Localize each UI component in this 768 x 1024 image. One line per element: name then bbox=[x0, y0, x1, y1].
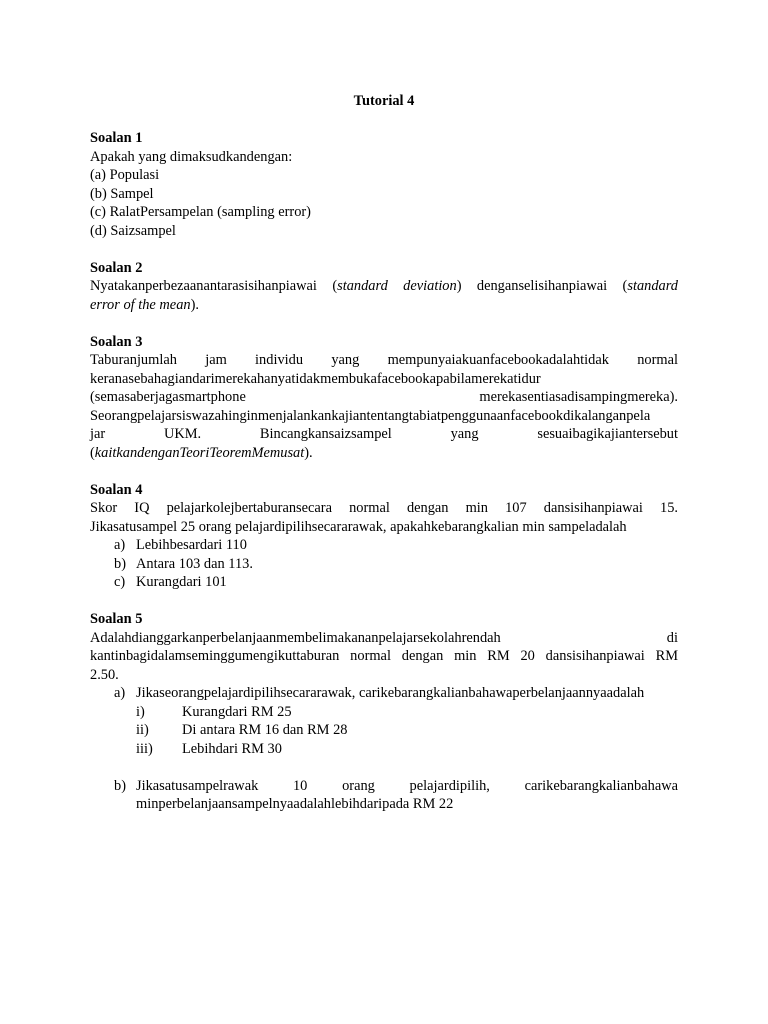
item-label: a) bbox=[114, 685, 126, 701]
question-3-heading: Soalan 3 bbox=[90, 333, 143, 350]
q3-italic-term: kaitkandenganTeoriTeoremMemusat bbox=[94, 444, 305, 461]
document-body bbox=[90, 92, 678, 814]
question-2-heading: Soalan 2 bbox=[90, 259, 143, 276]
question-5 bbox=[90, 610, 678, 814]
question-1 bbox=[90, 129, 678, 240]
item-label: c) bbox=[114, 574, 126, 590]
question-5-sub-ii bbox=[90, 721, 678, 740]
question-2-line-1 bbox=[90, 277, 678, 296]
question-3-line: jar UKM. Bincangkansaizsampel yang sesuaibagikajiantersebut bbox=[90, 426, 678, 442]
q3-text: ). bbox=[304, 444, 313, 461]
question-1-option-a: (a) Populasi bbox=[90, 167, 160, 183]
item-label: b) bbox=[114, 777, 126, 794]
question-3-line bbox=[90, 444, 678, 463]
subitem-text: Kurangdari RM 25 bbox=[182, 703, 292, 720]
question-2 bbox=[90, 259, 678, 315]
q2-text: ). bbox=[190, 296, 199, 313]
subitem-text: Di antara RM 16 dan RM 28 bbox=[182, 722, 348, 738]
subitem-label: ii) bbox=[136, 722, 149, 738]
question-4-heading: Soalan 4 bbox=[90, 481, 143, 498]
question-1-option-c: (c) RalatPersampelan (sampling error) bbox=[90, 204, 311, 220]
question-4-line: Skor IQ pelajarkolejbertaburansecara normal dengan min 107 dansisihanpiawai 15. bbox=[90, 500, 678, 516]
q2-italic-term: standard deviation bbox=[337, 278, 457, 294]
question-1-option-b: (b) Sampel bbox=[90, 185, 154, 202]
question-1-heading: Soalan 1 bbox=[90, 130, 143, 146]
spacer bbox=[90, 758, 678, 777]
item-text: minperbelanjaansampelnyaadalahlebihdaripada RM 22 bbox=[136, 796, 454, 812]
question-5-line: Adalahdianggarkanperbelanjaanmembelimakananpelajarsekolahrendah di bbox=[90, 629, 678, 646]
item-text: Jikaseorangpelajardipilihsecararawak, carikebarangkalianbahawaperbelanjaannyaadalah bbox=[136, 685, 645, 701]
item-text: Kurangdari 101 bbox=[136, 574, 227, 590]
item-label: b) bbox=[114, 555, 126, 572]
item-text: Lebihbesardari 110 bbox=[136, 537, 247, 553]
question-5-heading: Soalan 5 bbox=[90, 611, 143, 627]
question-5-item-a bbox=[90, 684, 678, 703]
question-5-line: 2.50. bbox=[90, 666, 119, 683]
subitem-text: Lebihdari RM 30 bbox=[182, 740, 282, 757]
question-4-item-a bbox=[90, 536, 678, 555]
question-5-sub-i bbox=[90, 703, 678, 722]
subitem-label: iii) bbox=[136, 740, 153, 757]
question-4-item-b bbox=[90, 555, 678, 574]
q2-italic-term: error of the mean bbox=[90, 296, 191, 313]
question-4-item-c bbox=[90, 573, 678, 592]
question-5-line: kantinbagidalamseminggumengikuttaburan normal dengan min RM 20 dansisihanpiawai RM bbox=[90, 648, 678, 664]
question-3-line: Seorangpelajarsiswazahinginmenjalankankajiantentangtabiatpenggunaanfacebookdikalanganpela bbox=[90, 407, 651, 424]
item-text: Jikasatusampelrawak 10 orang pelajardipilih, carikebarangkalianbahawa bbox=[136, 777, 678, 794]
q2-text: Nyatakanperbezaanantarasisihanpiawai ( bbox=[90, 278, 338, 294]
q2-text: ) denganselisihanpiawai ( bbox=[456, 278, 628, 294]
page-title: Tutorial 4 bbox=[353, 93, 415, 109]
question-5-sub-iii bbox=[90, 740, 678, 759]
item-text: Antara 103 dan 113. bbox=[136, 555, 253, 572]
question-5-item-b bbox=[90, 777, 678, 814]
question-3-line: (semasaberjagasmartphone merekasentiasadisampingmereka). bbox=[90, 389, 678, 405]
question-4 bbox=[90, 481, 678, 592]
q3-text: ( bbox=[90, 444, 95, 461]
question-3 bbox=[90, 333, 678, 463]
question-1-option-d: (d) Saizsampel bbox=[90, 222, 176, 239]
question-4-line: Jikasatusampel 25 orang pelajardipilihsecararawak, apakahkebarangkalian min sampeladalah bbox=[90, 518, 627, 535]
question-3-line: Taburanjumlah jam individu yang mempunyaiakuanfacebookadalahtidak normal bbox=[90, 352, 678, 368]
question-1-line: Apakah yang dimaksudkandengan: bbox=[90, 148, 293, 165]
question-2-line-2 bbox=[90, 296, 678, 315]
q2-italic-term: standard bbox=[627, 278, 678, 294]
subitem-label: i) bbox=[136, 703, 145, 720]
question-3-line: keranasebahagiandarimerekahanyatidakmembukafacebookapabilamerekatidur bbox=[90, 370, 541, 387]
item-label: a) bbox=[114, 537, 126, 553]
